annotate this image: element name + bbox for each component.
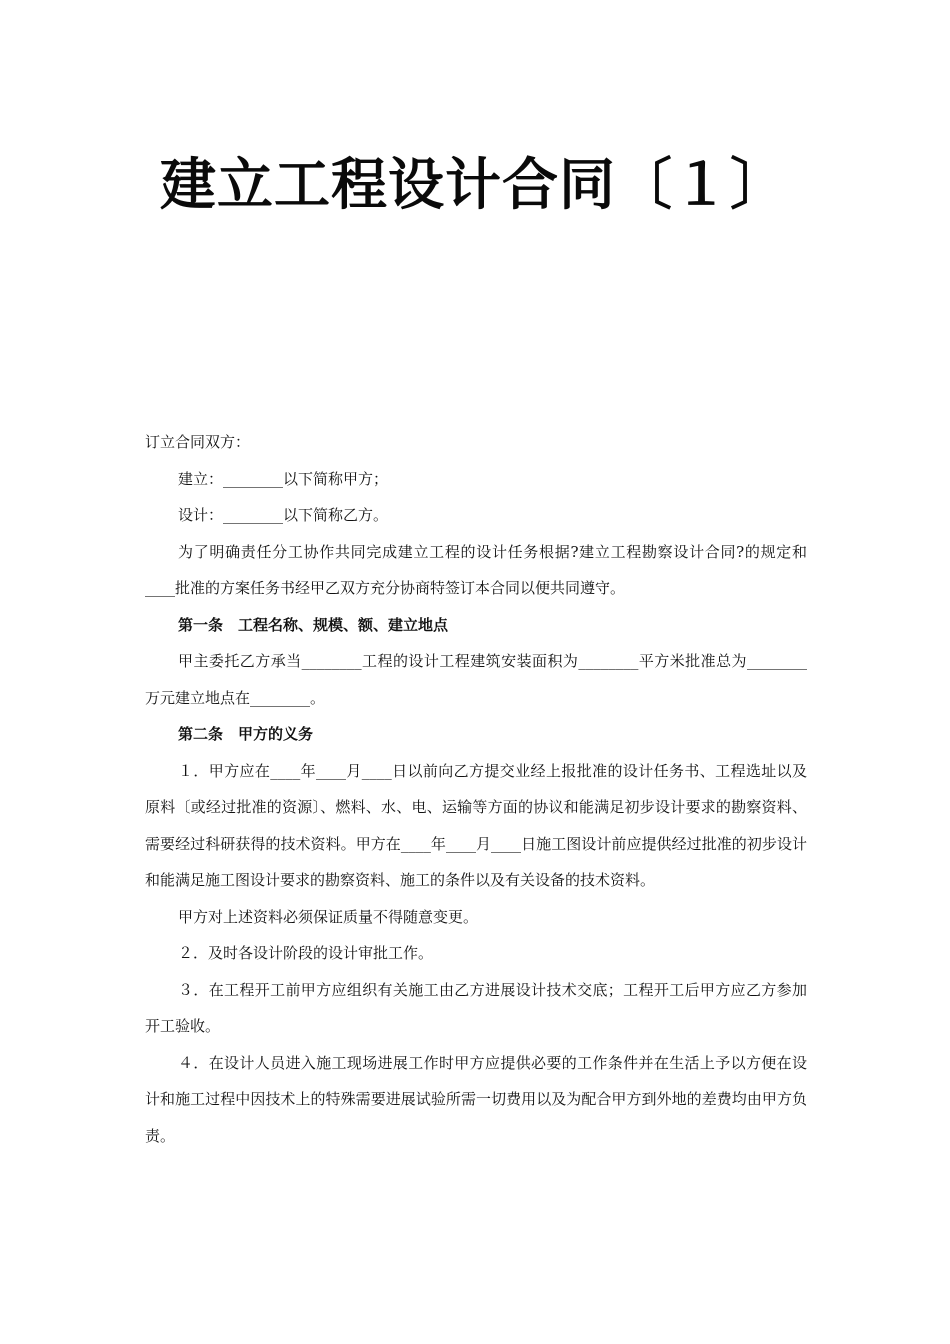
article-1-heading: 第一条 工程名称、规模、额、建立地点	[178, 615, 449, 634]
parties-intro: 订立合同双方：	[145, 433, 251, 451]
party-b-line: 设计：________以下简称乙方。	[178, 506, 389, 524]
preamble-paragraph: 为了明确责任分工协作共同完成建立工程的设计任务根据?建立工程勘察设计合同?的规定和____批准的方案任务书经甲乙双方充分协商特签订本合同以便共同遵守。	[145, 542, 807, 597]
party-a-line: 建立：________以下简称甲方；	[178, 469, 389, 488]
article-2-item-2: ２．及时各设计阶段的设计审批工作。	[178, 944, 434, 962]
document-title: 建立工程设计合同〔１〕	[160, 153, 787, 218]
article-2-item-4: ４．在设计人员进入施工现场进展工作时甲方应提供必要的工作条件并在生活上予以方便在设计和施工过程中因技术上的特殊需要进展试验所需一切费用以及为配合甲方到外地的差费均由甲方负责。	[145, 1053, 807, 1145]
article-2-item-3: ３．在工程开工前甲方应组织有关施工由乙方进展设计技术交底；工程开工后甲方应乙方参加开工验收。	[145, 980, 807, 1035]
article-2-item-1: １．甲方应在____年____月____日以前向乙方提交业经上报批准的设计任务书、工程选址以及原料〔或经过批准的资源〕、燃料、水、电、运输等方面的协议和能满足初步设计要求的勘察资料、需要经过科研获得的技术资料。甲方在____年____月____日施工图设计前应提供经过批准的初步设计和能满足施工图设计要求的勘察资料、施工的条件以及有关设备的技术资料。	[145, 761, 807, 889]
article-2-item-1-note: 甲方对上述资料必须保证质量不得随意变更。	[178, 907, 479, 926]
document-body	[145, 424, 807, 1154]
article-2-heading: 第二条 甲方的义务	[178, 725, 314, 743]
article-1-text: 甲主委托乙方承当________工程的设计工程建筑安装面积为________平方米批准总为________万元建立地点在________。	[145, 652, 807, 707]
